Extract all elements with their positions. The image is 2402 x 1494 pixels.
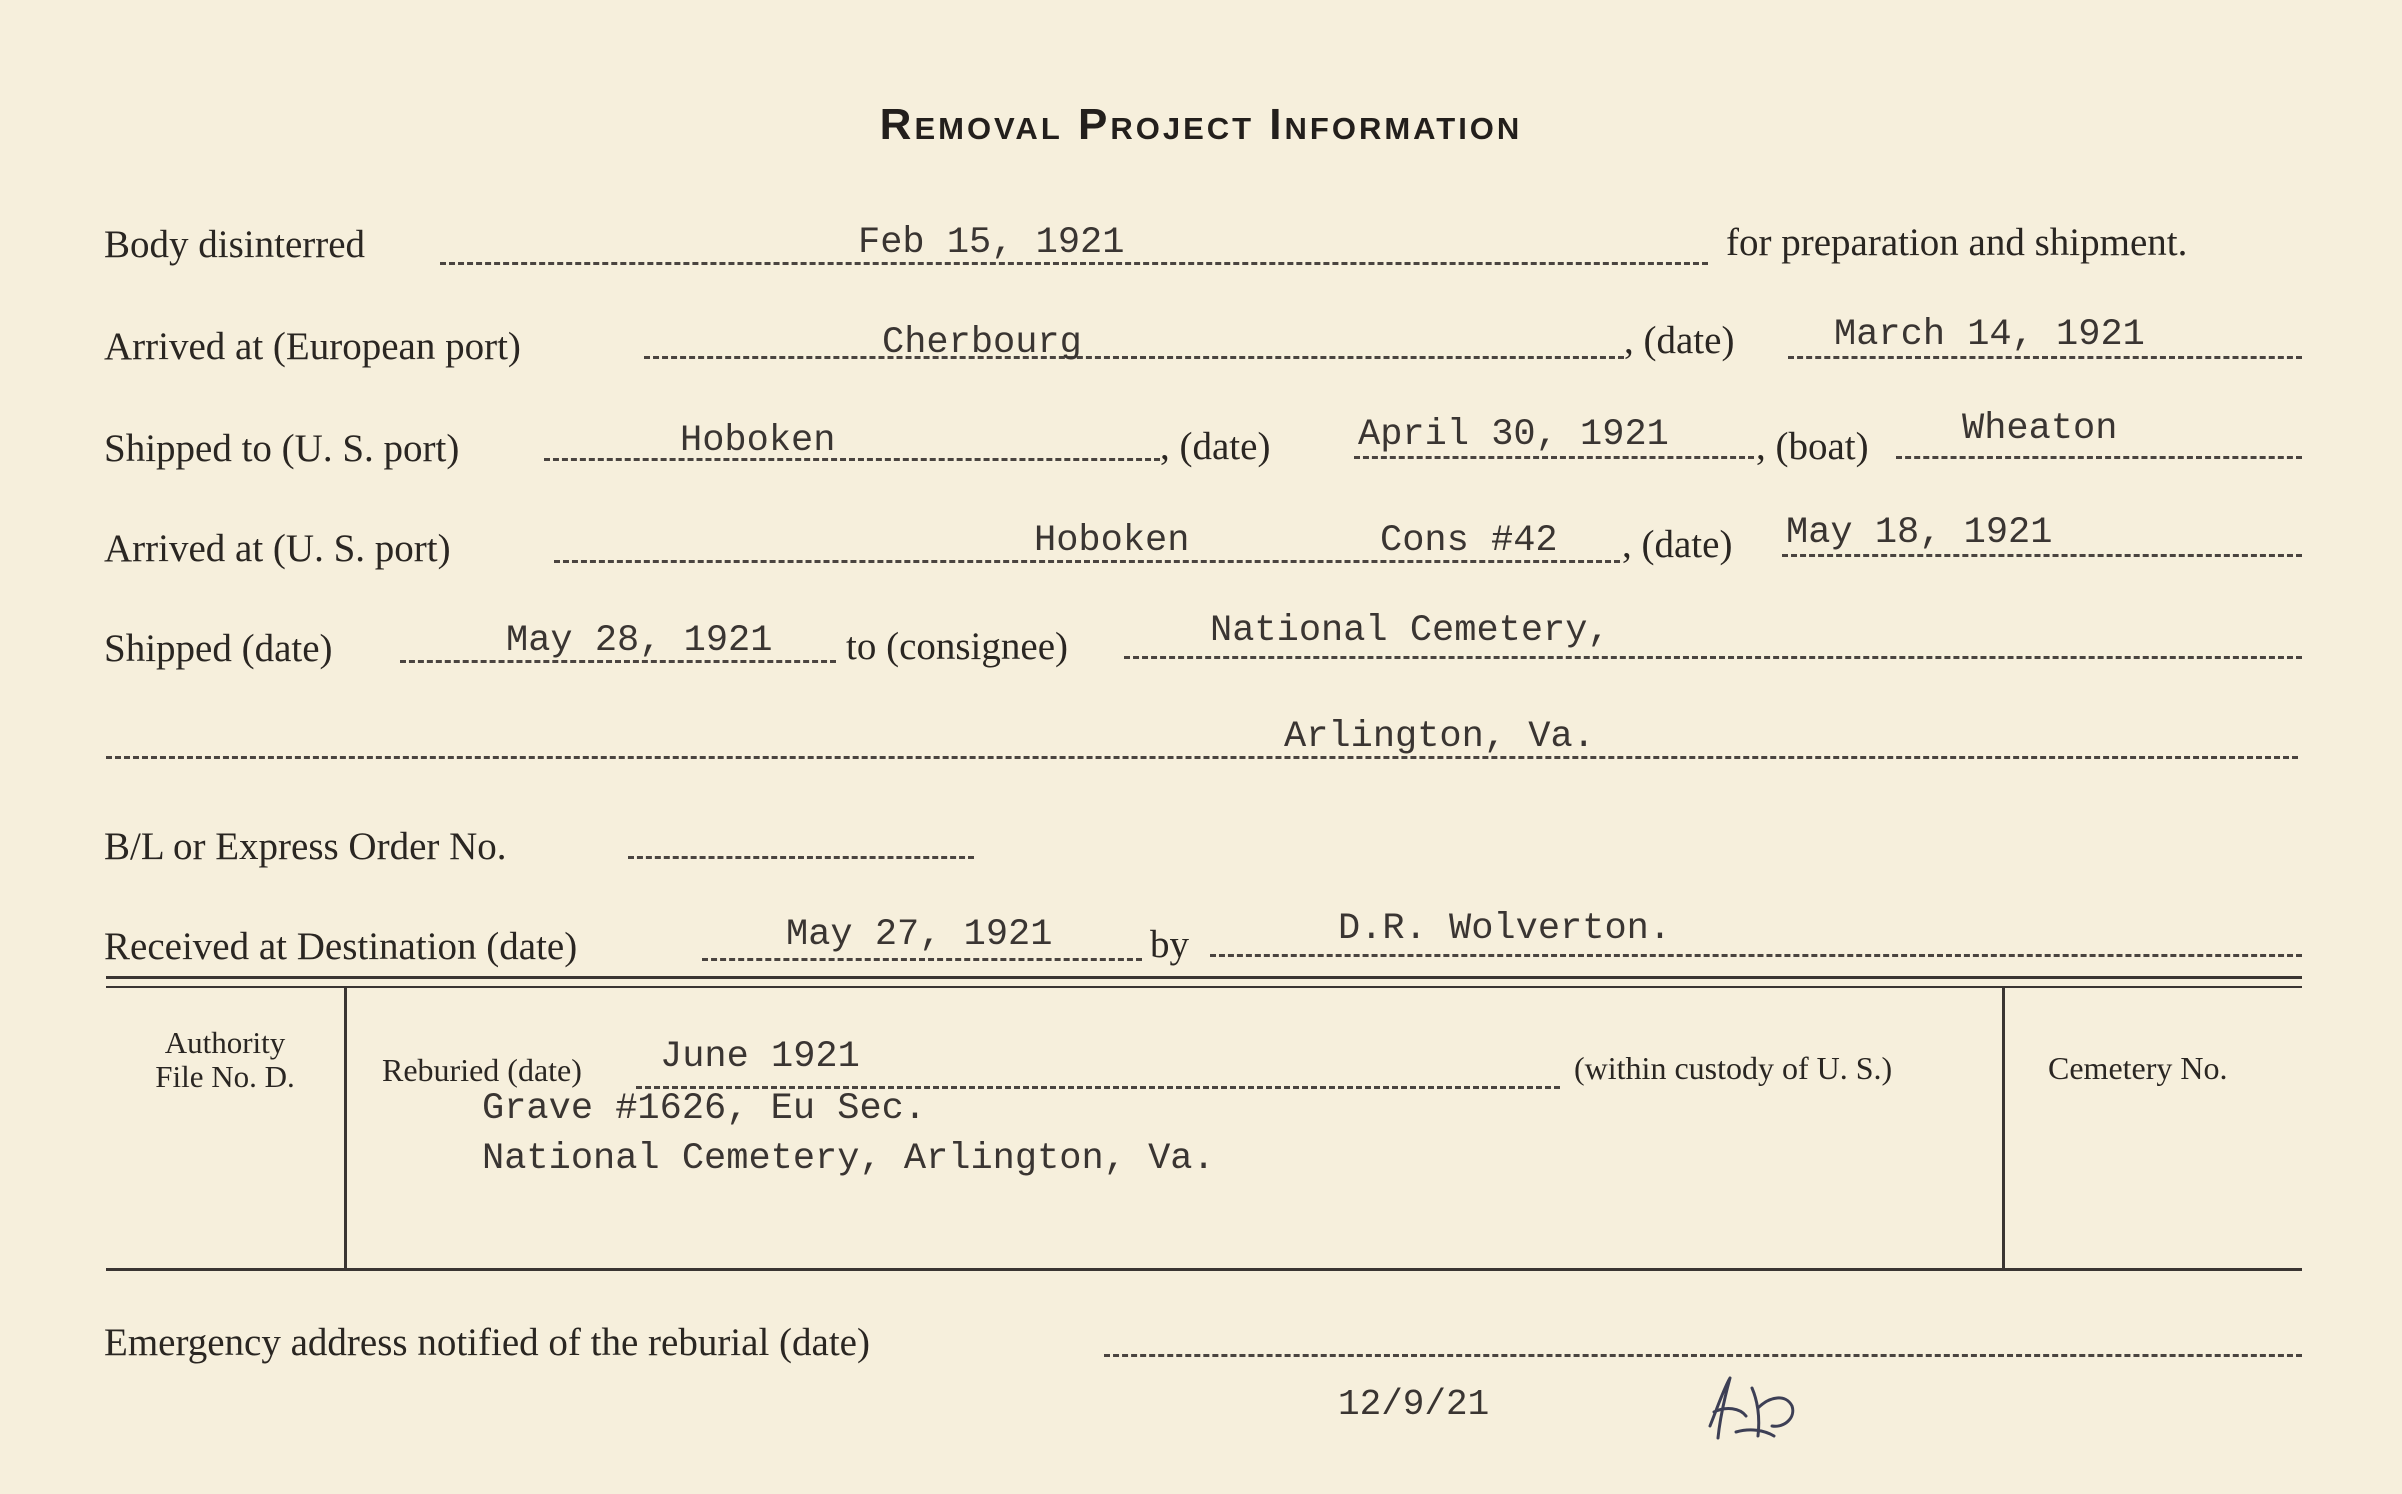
shipped-to-date-label: , (date)	[1160, 425, 1271, 468]
arrived-euro-date-label: , (date)	[1624, 319, 1735, 362]
cemetery-no-label: Cemetery No.	[2048, 1050, 2228, 1086]
received-by: D.R. Wolverton.	[1338, 908, 1672, 950]
box-top-rule	[106, 976, 2302, 979]
received-label: Received at Destination (date)	[104, 925, 578, 968]
location-line: National Cemetery, Arlington, Va.	[482, 1138, 1215, 1180]
initials-signature	[1700, 1366, 1820, 1461]
shipped-date: May 28, 1921	[506, 620, 773, 662]
received-date-line	[702, 958, 1142, 961]
arrived-euro-label: Arrived at (European port)	[104, 325, 521, 368]
page-title: Removal Project Information	[879, 100, 1523, 149]
shipped-to-label: Shipped to (U. S. port)	[104, 427, 460, 470]
arrived-us-date-line	[1782, 554, 2302, 557]
bl-label: B/L or Express Order No.	[104, 825, 507, 868]
emergency-date: 12/9/21	[1338, 1384, 1490, 1425]
arrived-euro-line	[644, 356, 1624, 359]
shipped-to-value: Hoboken	[680, 420, 836, 462]
shipped-label: Shipped (date)	[104, 627, 333, 670]
box-divider-left	[344, 988, 347, 1270]
arrived-euro-value: Cherbourg	[882, 322, 1082, 364]
shipped-to-consignee-label: to (consignee)	[846, 625, 1069, 668]
shipped-to-boat-label: , (boat)	[1756, 425, 1869, 468]
grave-line: Grave #1626, Eu Sec.	[482, 1088, 927, 1130]
disinterred-suffix: for preparation and shipment.	[1726, 221, 2188, 264]
initials-signature-glyph	[1700, 1366, 1820, 1446]
reburied-date: June 1921	[660, 1036, 860, 1078]
box-top-rule-2	[106, 986, 2302, 988]
shipped-to-boat-line	[1896, 456, 2302, 459]
authority-label: Authority File No. D.	[155, 1025, 295, 1094]
consignee-value-2: Arlington, Va.	[1284, 716, 1595, 758]
arrived-us-value: Hoboken	[1034, 520, 1190, 562]
emergency-line	[1104, 1354, 2302, 1357]
custody-label: (within custody of U. S.)	[1574, 1050, 1893, 1086]
reburied-label: Reburied (date)	[382, 1052, 582, 1088]
consignee-line	[1124, 656, 2302, 659]
arrived-us-date-label: , (date)	[1622, 523, 1733, 566]
arrived-euro-date: March 14, 1921	[1834, 314, 2145, 356]
shipped-to-date: April 30, 1921	[1358, 414, 1669, 456]
received-date: May 27, 1921	[786, 914, 1053, 956]
bl-line	[628, 856, 974, 859]
box-bottom-rule	[106, 1268, 2302, 1271]
arrived-euro-date-line	[1788, 356, 2302, 359]
consignee-line-2	[106, 756, 2298, 759]
disinterred-label: Body disinterred	[104, 223, 366, 266]
received-by-line	[1210, 954, 2302, 957]
arrived-us-label: Arrived at (U. S. port)	[104, 527, 451, 570]
shipped-to-date-line	[1354, 456, 1754, 459]
box-divider-right	[2002, 988, 2005, 1270]
received-by-label: by	[1150, 923, 1189, 966]
arrived-us-date: May 18, 1921	[1786, 512, 2053, 554]
emergency-label: Emergency address notified of the reburial (date)	[104, 1321, 870, 1364]
disinterred-value: Feb 15, 1921	[858, 222, 1125, 264]
shipped-to-line	[544, 458, 1160, 461]
shipped-to-boat: Wheaton	[1962, 408, 2118, 450]
arrived-us-cons: Cons #42	[1380, 520, 1558, 562]
consignee-value: National Cemetery,	[1210, 610, 1610, 652]
